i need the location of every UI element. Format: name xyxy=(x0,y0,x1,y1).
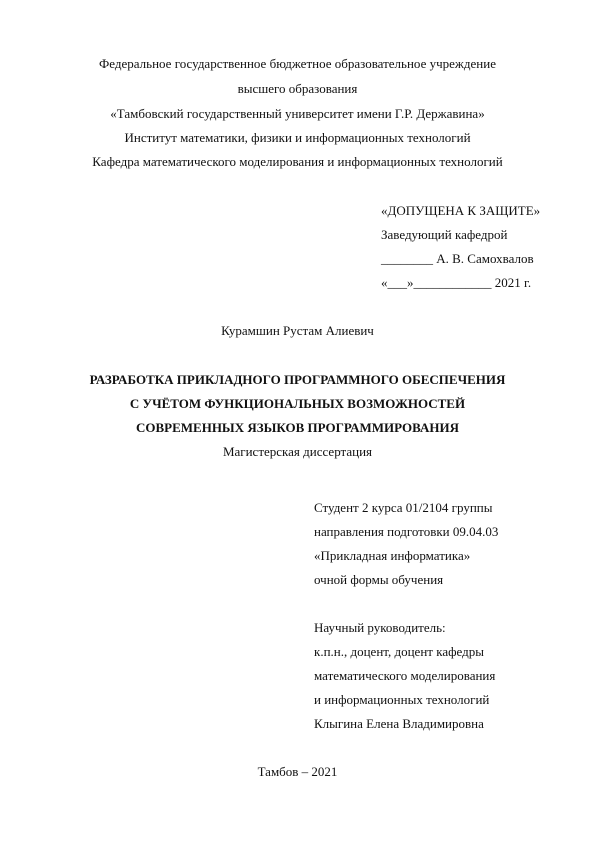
header-line-3: «Тамбовский государственный университет имени Г.Р. Державина» xyxy=(110,106,485,121)
student-line-1: Студент 2 курса 01/2104 группы xyxy=(314,500,493,515)
supervisor-line-1: Научный руководитель: xyxy=(314,620,446,635)
header-line-5: Кафедра математического моделирования и информационных технологий xyxy=(92,154,503,169)
approval-line-3: ________ А. В. Самохвалов xyxy=(381,251,534,266)
header-line-4: Институт математики, физики и информационных технологий xyxy=(124,130,471,145)
title-line-3: СОВРЕМЕННЫХ ЯЗЫКОВ ПРОГРАММИРОВАНИЯ xyxy=(135,420,459,435)
supervisor-name: Клыгина Елена Владимировна xyxy=(314,716,484,731)
header-line-1: Федеральное государственное бюджетное образовательное учреждение xyxy=(99,56,496,71)
student-line-3: «Прикладная информатика» xyxy=(314,548,471,563)
approval-line-2: Заведующий кафедрой xyxy=(381,227,508,242)
title-line-2: С УЧЁТОМ ФУНКЦИОНАЛЬНЫХ ВОЗМОЖНОСТЕЙ xyxy=(129,396,466,411)
student-line-2: направления подготовки 09.04.03 xyxy=(314,524,499,539)
header-line-2: высшего образования xyxy=(237,81,358,96)
city-year: Тамбов – 2021 xyxy=(257,764,338,779)
author-name: Курамшин Рустам Алиевич xyxy=(221,323,374,338)
supervisor-line-4: и информационных технологий xyxy=(314,692,490,707)
supervisor-line-3: математического моделирования xyxy=(314,668,496,683)
title-line-1: РАЗРАБОТКА ПРИКЛАДНОГО ПРОГРАММНОГО ОБЕСПЕЧЕНИЯ xyxy=(89,372,506,387)
approval-line-4: «___»____________ 2021 г. xyxy=(381,275,532,290)
approval-line-1: «ДОПУЩЕНА К ЗАЩИТЕ» xyxy=(381,203,541,218)
supervisor-line-2: к.п.н., доцент, доцент кафедры xyxy=(314,644,484,659)
student-line-4: очной формы обучения xyxy=(314,572,444,587)
document-type: Магистерская диссертация xyxy=(222,444,373,459)
